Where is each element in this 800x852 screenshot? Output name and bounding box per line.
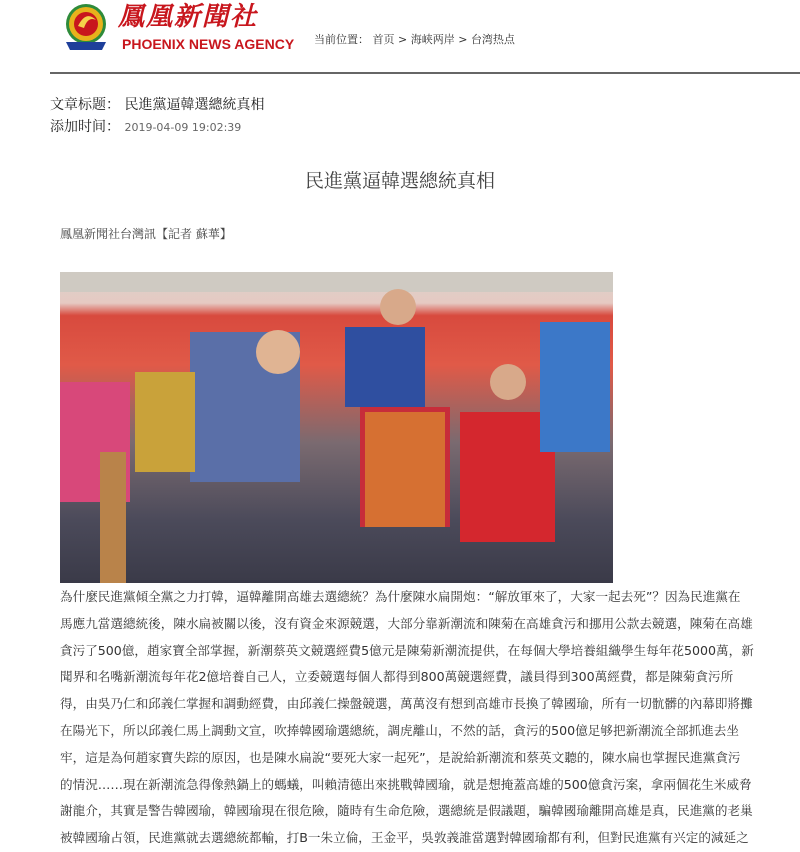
article-title-row — [50, 96, 264, 114]
logo-chinese-name: 鳳凰新聞社 — [118, 2, 259, 32]
article-body — [60, 584, 800, 852]
breadcrumb-straits[interactable]: 海峡两岸 — [410, 33, 455, 46]
breadcrumb-separator: > — [398, 33, 408, 46]
body-line: 為什麼民進黨傾全黨之力打韓，逼韓離開高雄去選總統？為什麼陳水扁開炮：“解放軍來了，大家一起去死”？因為民進黨在 — [60, 589, 741, 604]
time-label: 添加时间： — [50, 119, 120, 135]
body-line: 謝龍介，其實是警告韓國瑜，韓國瑜現在很危險，隨時有生命危險，選總統是假議題，騙韓國瑜離開高雄是真，民進黨的老巢 — [60, 803, 753, 819]
breadcrumb — [314, 32, 515, 47]
photo-illustration — [60, 272, 613, 583]
body-line: 牢，這是為何趙家寶失踪的原因，也是陳水扁說“要死大家一起死”，是說給新潮流和蔡英文聽的，陳水扁也掌握民進黨貪污 — [60, 749, 741, 765]
article-time-row — [50, 118, 241, 136]
article-byline: 鳳凰新聞社台灣訊【記者 蘇華】 — [60, 227, 232, 241]
title-value: 民進黨逼韓選總統真相 — [124, 97, 265, 113]
logo-english-name: PHOENIX NEWS AGENCY — [122, 36, 295, 52]
body-line: 聞界和名嘴新潮流每年花2億培養自己人，立委競選每個人都得到800萬競選經費，議員得到300萬經費，都是陳菊貪污所 — [60, 669, 734, 685]
breadcrumb-home[interactable]: 首页 — [372, 33, 395, 46]
body-line: 在陽光下，所以邱義仁馬上調動文宣，吹捧韓國瑜選總統，調虎離山，不然的話，貪污的500億足够把新潮流全部抓進去坐 — [60, 722, 739, 738]
body-line: 得，由吳乃仁和邱義仁掌握和調動經費，由邱義仁操盤競選，萬萬沒有想到高雄市長換了韓國瑜，所有一切骯髒的內幕即將攤 — [60, 696, 753, 712]
time-value: 2019-04-09 19:02:39 — [124, 121, 242, 134]
breadcrumb-separator: > — [458, 33, 468, 46]
body-line: 貪污了500億，趙家寶全部掌握，新潮蔡英文競選經費5億元是陳菊新潮流提供，在每個大學培養組織學生每年花5000萬，新 — [60, 642, 754, 658]
body-line: 的情況……現在新潮流急得像熱鍋上的螞蟻，叫賴清德出來挑戰韓國瑜，就是想掩蓋高雄的500億貪污案，拿兩個花生米威脅 — [60, 776, 752, 792]
site-header — [0, 0, 800, 75]
phoenix-logo-icon[interactable] — [60, 2, 112, 54]
article-photo — [60, 272, 613, 583]
breadcrumb-label: 当前位置： — [314, 33, 369, 46]
breadcrumb-taiwan-hot[interactable]: 台湾热点 — [470, 33, 515, 46]
header-divider — [50, 72, 800, 74]
body-line: 被韓國瑜占領，民進黨就去選總統都輸，打B一朱立倫，王金平，吳敦義誰當選對韓國瑜都有利，但對民進黨有兴定的減延之 — [60, 830, 749, 846]
body-line: 馬應九當選總統後，陳水扁被關以後，沒有資金來源競選，大部分靠新潮流和陳菊在高雄貪污和挪用公款去競選，陳菊在高雄 — [60, 615, 753, 631]
article-headline: 民進黨逼韓選總統真相 — [304, 170, 495, 192]
title-label: 文章标题： — [50, 97, 120, 113]
